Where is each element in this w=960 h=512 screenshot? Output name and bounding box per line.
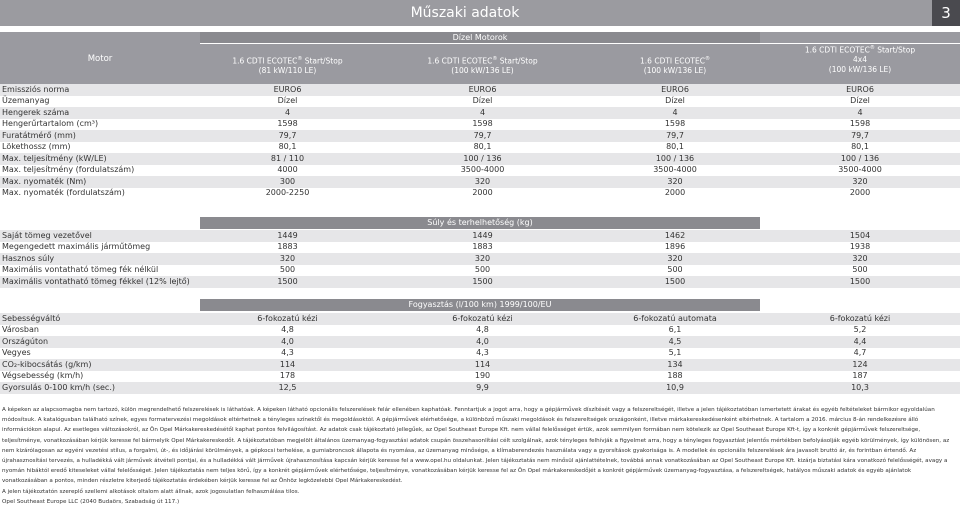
engine-header [590, 44, 760, 86]
engine-trademark: ® [869, 44, 875, 51]
cell-value: 4,0 [281, 336, 294, 346]
engine-name-text: 1.6 CDTI ECOTEC [640, 56, 705, 66]
cell-value: 5,2 [853, 325, 867, 335]
engine-name-text: 1.6 CDTI ECOTEC [427, 56, 493, 66]
cell-value: 2000 [664, 188, 686, 198]
row-label: Végsebesség (km/h) [2, 371, 84, 381]
cell-value: 6-fokozatú kézi [452, 313, 513, 323]
engine-name [760, 43, 960, 56]
engine-header [375, 44, 590, 86]
footnotes [2, 405, 958, 507]
row-label: Megengedett maximális járműtömeg [2, 242, 151, 252]
engine-suffix: Start/Stop [304, 56, 343, 66]
cell-value: 79,7 [666, 130, 684, 140]
cell-value: 4 [479, 107, 486, 117]
cell-value: Dízel [472, 96, 493, 106]
row-label: Lökethossz (mm) [2, 142, 71, 152]
cell-value: 1500 [472, 276, 493, 286]
cell-value: 2000 [472, 188, 493, 198]
section-weight: Súly és terhelhetőség (kg) [200, 217, 760, 229]
cell-value: 100 / 136 [463, 153, 502, 163]
cell-value: Dízel [277, 96, 298, 106]
header-divider [200, 43, 960, 44]
cell-value: 1500 [664, 276, 686, 286]
engine-header [200, 44, 375, 86]
cell-value: 178 [279, 371, 296, 381]
engine-trademark: ® [704, 55, 710, 62]
engine-power: (100 kW/136 LE) [828, 65, 892, 75]
footnote-main: A képeken az alapcsomagba nem tartozó, külön megrendelhető felszerelések is láthatóak. A képeken látható opcionális felszerelések felár ellenében kaphatóak. Fenntartjuk a jogot arra, hogy a gépjárművek díszítését vagy a felszereltségét, illetve a jelen tájékoztatóban ismertetett árakat és egyéb feltételeket bármikor egyoldalúan módosítsuk. A katalógusban található színek, egyes formatervezési megoldások eltérhetnek a tényleges színektől és megoldásoktól. A gépjárművek elérhetősége, a különböző műszaki megoldások és felszereltségek országonként, illetve márkakereskedésenként eltérhetnek. A tartalom a 2016. március 8-án rendelkezésre álló információkon alapul. Az esetleges változásokról, az Ön Opel Márkakereskedésétől kaphat pontos felvilágosítást. Az adatok csak tájékoztató jellegűek, az Opel Southeast Europe Kft. nem vállal felelősséget értük, azok semmilyen formában nem kötelezik az Opel Southeast Europe Kft-t, így a konkrét gépjárművek felszereltsége, teljesítménye, vonatkozásában kérjük keresse fel bármelyik Opel Márkakereskedőt. A tájékoztatóban megjelölt általános üzemanyag-fogyasztási adatok csupán összehasonlítási célt szolgálnak, azok tényleges felhívják a figyelmet arra, hogy a tényleges fogyasztást jelentős mértékben befolyásolják egyéb körülmények, így különösen, az nem kizárólagosan az egyéni vezetési stílus, a forgalmi, út-, és időjárási körülmények, a gépkocsi terhelése, a gumiabroncsok állapota és nyomása, az üzemanyag minősége, a klímaberendezés használata vagy a gyorsítások gyakorisága is. A modellek és opcionális felszerelések ára javasolt bruttó ár, és forintban értendő. Az újrahasznosítási tervezés, a hulladékká vált járművek átvételi pontjai, és a hulladékká vált járművek újrahasznosítása kapcsán kérjük keresse fel a www.opel.hu oldalunkat. Jelen tájékoztatás nem minősül ajánlattételnek, továbbá annak vonatkozásában az Opel Southeast Europe Kft. kizárja biztatási kára vonatkozó felelősségét, avagy a nyomán hibáktól eredő kiteseleket vállal felelősséget. Jelen tájékoztatás nem teljes körű, így a konkrét gépjárművek elérhetősége, teljesítménye, vonatkozásában kérjük keresse fel az Ön Opel márkakereskedőjét a konkrét gépjárművek üzemanyag-fogyasztása, a felszereltségek, hatályos műszaki adatok és egyéb ajánlatok vonatkozásában a pontos, minden részletre kiterjedő tájékoztatás érdekében kérjük keresse fel az Önhöz legközelebbi Opel Márkakereskedést. [2, 407, 950, 485]
cell-value: 9,9 [476, 382, 489, 392]
cell-value: 320 [852, 176, 868, 186]
cell-value: 6-fokozatú automata [633, 313, 717, 323]
cell-value: 79,7 [278, 130, 297, 140]
cell-value: Dízel [665, 96, 685, 106]
cell-value: 1462 [664, 230, 686, 240]
page-header [0, 0, 960, 26]
cell-value: 1598 [849, 119, 871, 129]
footnote-company: Opel Southeast Europe LLC (2040 Budaörs, Szabadság út 117.) [2, 498, 180, 505]
cell-value: 3500-4000 [838, 165, 882, 175]
cell-value: 500 [667, 265, 683, 275]
cell-value: EURO6 [273, 84, 302, 94]
engine-power: (81 kW/110 LE) [258, 66, 317, 76]
cell-value: EURO6 [468, 84, 497, 94]
engine-name [590, 54, 760, 67]
engine-power: (100 kW/136 LE) [643, 66, 707, 76]
cell-value: 6,1 [668, 325, 682, 335]
cell-value: 188 [667, 371, 683, 381]
cell-value: 100 / 136 [655, 153, 695, 163]
row-label: Országúton [2, 336, 49, 346]
cell-value: 300 [279, 176, 296, 186]
row-label: Maximális vontatható tömeg fék nélkül [2, 265, 159, 275]
row-label: CO₂-kibocsátás (g/km) [2, 359, 92, 369]
cell-value: 4 [284, 107, 291, 117]
engine-trademark: ® [492, 55, 498, 62]
cell-value: 2000 [849, 188, 871, 198]
engine-suffix: Start/Stop [877, 45, 916, 55]
cell-value: 4,3 [476, 348, 489, 358]
cell-value: 3500-4000 [460, 165, 505, 175]
cell-value: 1598 [664, 119, 686, 129]
section-consumption: Fogyasztás (l/100 km) 1999/100/EU [200, 299, 760, 311]
cell-value: 4,0 [476, 336, 489, 346]
cell-value: EURO6 [661, 84, 689, 94]
row-label: Saját tömeg vezetővel [2, 230, 92, 240]
cell-value: 4,7 [853, 348, 867, 358]
cell-value: 1598 [277, 119, 298, 129]
cell-value: 190 [474, 371, 491, 381]
cell-value: 1500 [277, 276, 298, 286]
cell-value: 2000-2250 [265, 188, 310, 198]
cell-value: 4,5 [668, 336, 682, 346]
cell-value: 320 [852, 253, 868, 263]
cell-value: 3500-4000 [653, 165, 697, 175]
engine-suffix: Start/Stop [499, 56, 538, 66]
engine-power: (100 kW/136 LE) [451, 66, 514, 76]
row-label: Max. nyomaték (fordulatszám) [2, 188, 125, 198]
cell-value: 320 [667, 253, 683, 263]
cell-value: 80,1 [851, 142, 869, 152]
cell-value: 124 [852, 359, 868, 369]
row-label: Max. teljesítmény (kW/LE) [2, 153, 107, 163]
cell-value: 1883 [472, 242, 493, 252]
cell-value: 320 [279, 253, 296, 263]
group-title: Dízel Motorok [200, 32, 760, 43]
cell-value: 1896 [664, 242, 686, 252]
cell-value: 1500 [849, 276, 871, 286]
engine-name-text: 1.6 CDTI ECOTEC [232, 56, 298, 66]
cell-value: 79,7 [851, 130, 869, 140]
cell-value: 4,8 [476, 325, 489, 335]
engine-header [760, 32, 960, 86]
cell-value: 134 [667, 359, 683, 369]
cell-value: 4000 [277, 165, 298, 175]
cell-value: 320 [474, 253, 491, 263]
cell-value: 1883 [277, 242, 298, 252]
row-label: Max. teljesítmény (fordulatszám) [2, 165, 135, 175]
cell-value: 500 [474, 265, 491, 275]
cell-value: 4,4 [853, 336, 867, 346]
cell-value: 80,1 [473, 142, 492, 152]
cell-value: 4 [857, 107, 863, 117]
cell-value: 4 [672, 107, 678, 117]
page-number: 3 [932, 0, 960, 26]
cell-value: 1449 [472, 230, 493, 240]
engine-name [200, 54, 375, 67]
cell-value: 5,1 [668, 348, 682, 358]
row-label: Üzemanyag [2, 96, 50, 106]
row-label: Hengerek száma [2, 107, 70, 117]
row-label: Sebességváltó [2, 313, 61, 323]
row-label: Hengerűrtartalom (cm³) [2, 119, 99, 129]
row-label: Max. nyomaték (Nm) [2, 176, 87, 186]
motor-label: Motor [0, 32, 200, 86]
row-label: Maximális vontatható tömeg fékkel (12% lejtő) [2, 276, 190, 286]
cell-value: 4,3 [281, 348, 294, 358]
row-label: Emissziós norma [2, 84, 70, 94]
cell-value: 6-fokozatú kézi [257, 313, 318, 323]
row-label: Hasznos súly [2, 253, 55, 263]
row-label: Vegyes [2, 348, 31, 358]
engine-name-text: 1.6 CDTI ECOTEC [804, 45, 870, 55]
cell-value: 187 [852, 371, 868, 381]
row-label: Városban [2, 325, 39, 335]
cell-value: 6-fokozatú kézi [829, 313, 891, 323]
cell-value: 100 / 136 [840, 153, 880, 163]
cell-value: 12,5 [278, 382, 297, 392]
cell-value: 114 [474, 359, 491, 369]
cell-value: Dízel [850, 96, 870, 106]
cell-value: 1598 [472, 119, 493, 129]
engine-name [375, 54, 590, 67]
cell-value: 1449 [277, 230, 298, 240]
row-label: Furatátmérő (mm) [2, 130, 76, 140]
cell-value: 500 [852, 265, 868, 275]
cell-value: 80,1 [278, 142, 297, 152]
cell-value: 1938 [849, 242, 871, 252]
cell-value: 80,1 [666, 142, 684, 152]
engine-drive: 4x4 [853, 55, 867, 65]
cell-value: 81 / 110 [270, 153, 305, 163]
cell-value: EURO6 [846, 84, 874, 94]
footnote-copyright: A jelen tájékoztatón szereplő szellemi alkotások oltalom alatt állnak, azok jogosulatlan felhasználása tilos. [2, 488, 300, 495]
page-title: Műszaki adatok [410, 5, 520, 21]
cell-value: 500 [279, 265, 296, 275]
cell-value: 114 [279, 359, 296, 369]
cell-value: 320 [667, 176, 683, 186]
cell-value: 4,8 [281, 325, 294, 335]
cell-value: 10,9 [666, 382, 684, 392]
cell-value: 10,3 [851, 382, 869, 392]
cell-value: 320 [474, 176, 491, 186]
cell-value: 1504 [849, 230, 871, 240]
row-label: Gyorsulás 0-100 km/h (sec.) [2, 382, 115, 392]
engine-trademark: ® [297, 55, 303, 62]
cell-value: 79,7 [473, 130, 492, 140]
